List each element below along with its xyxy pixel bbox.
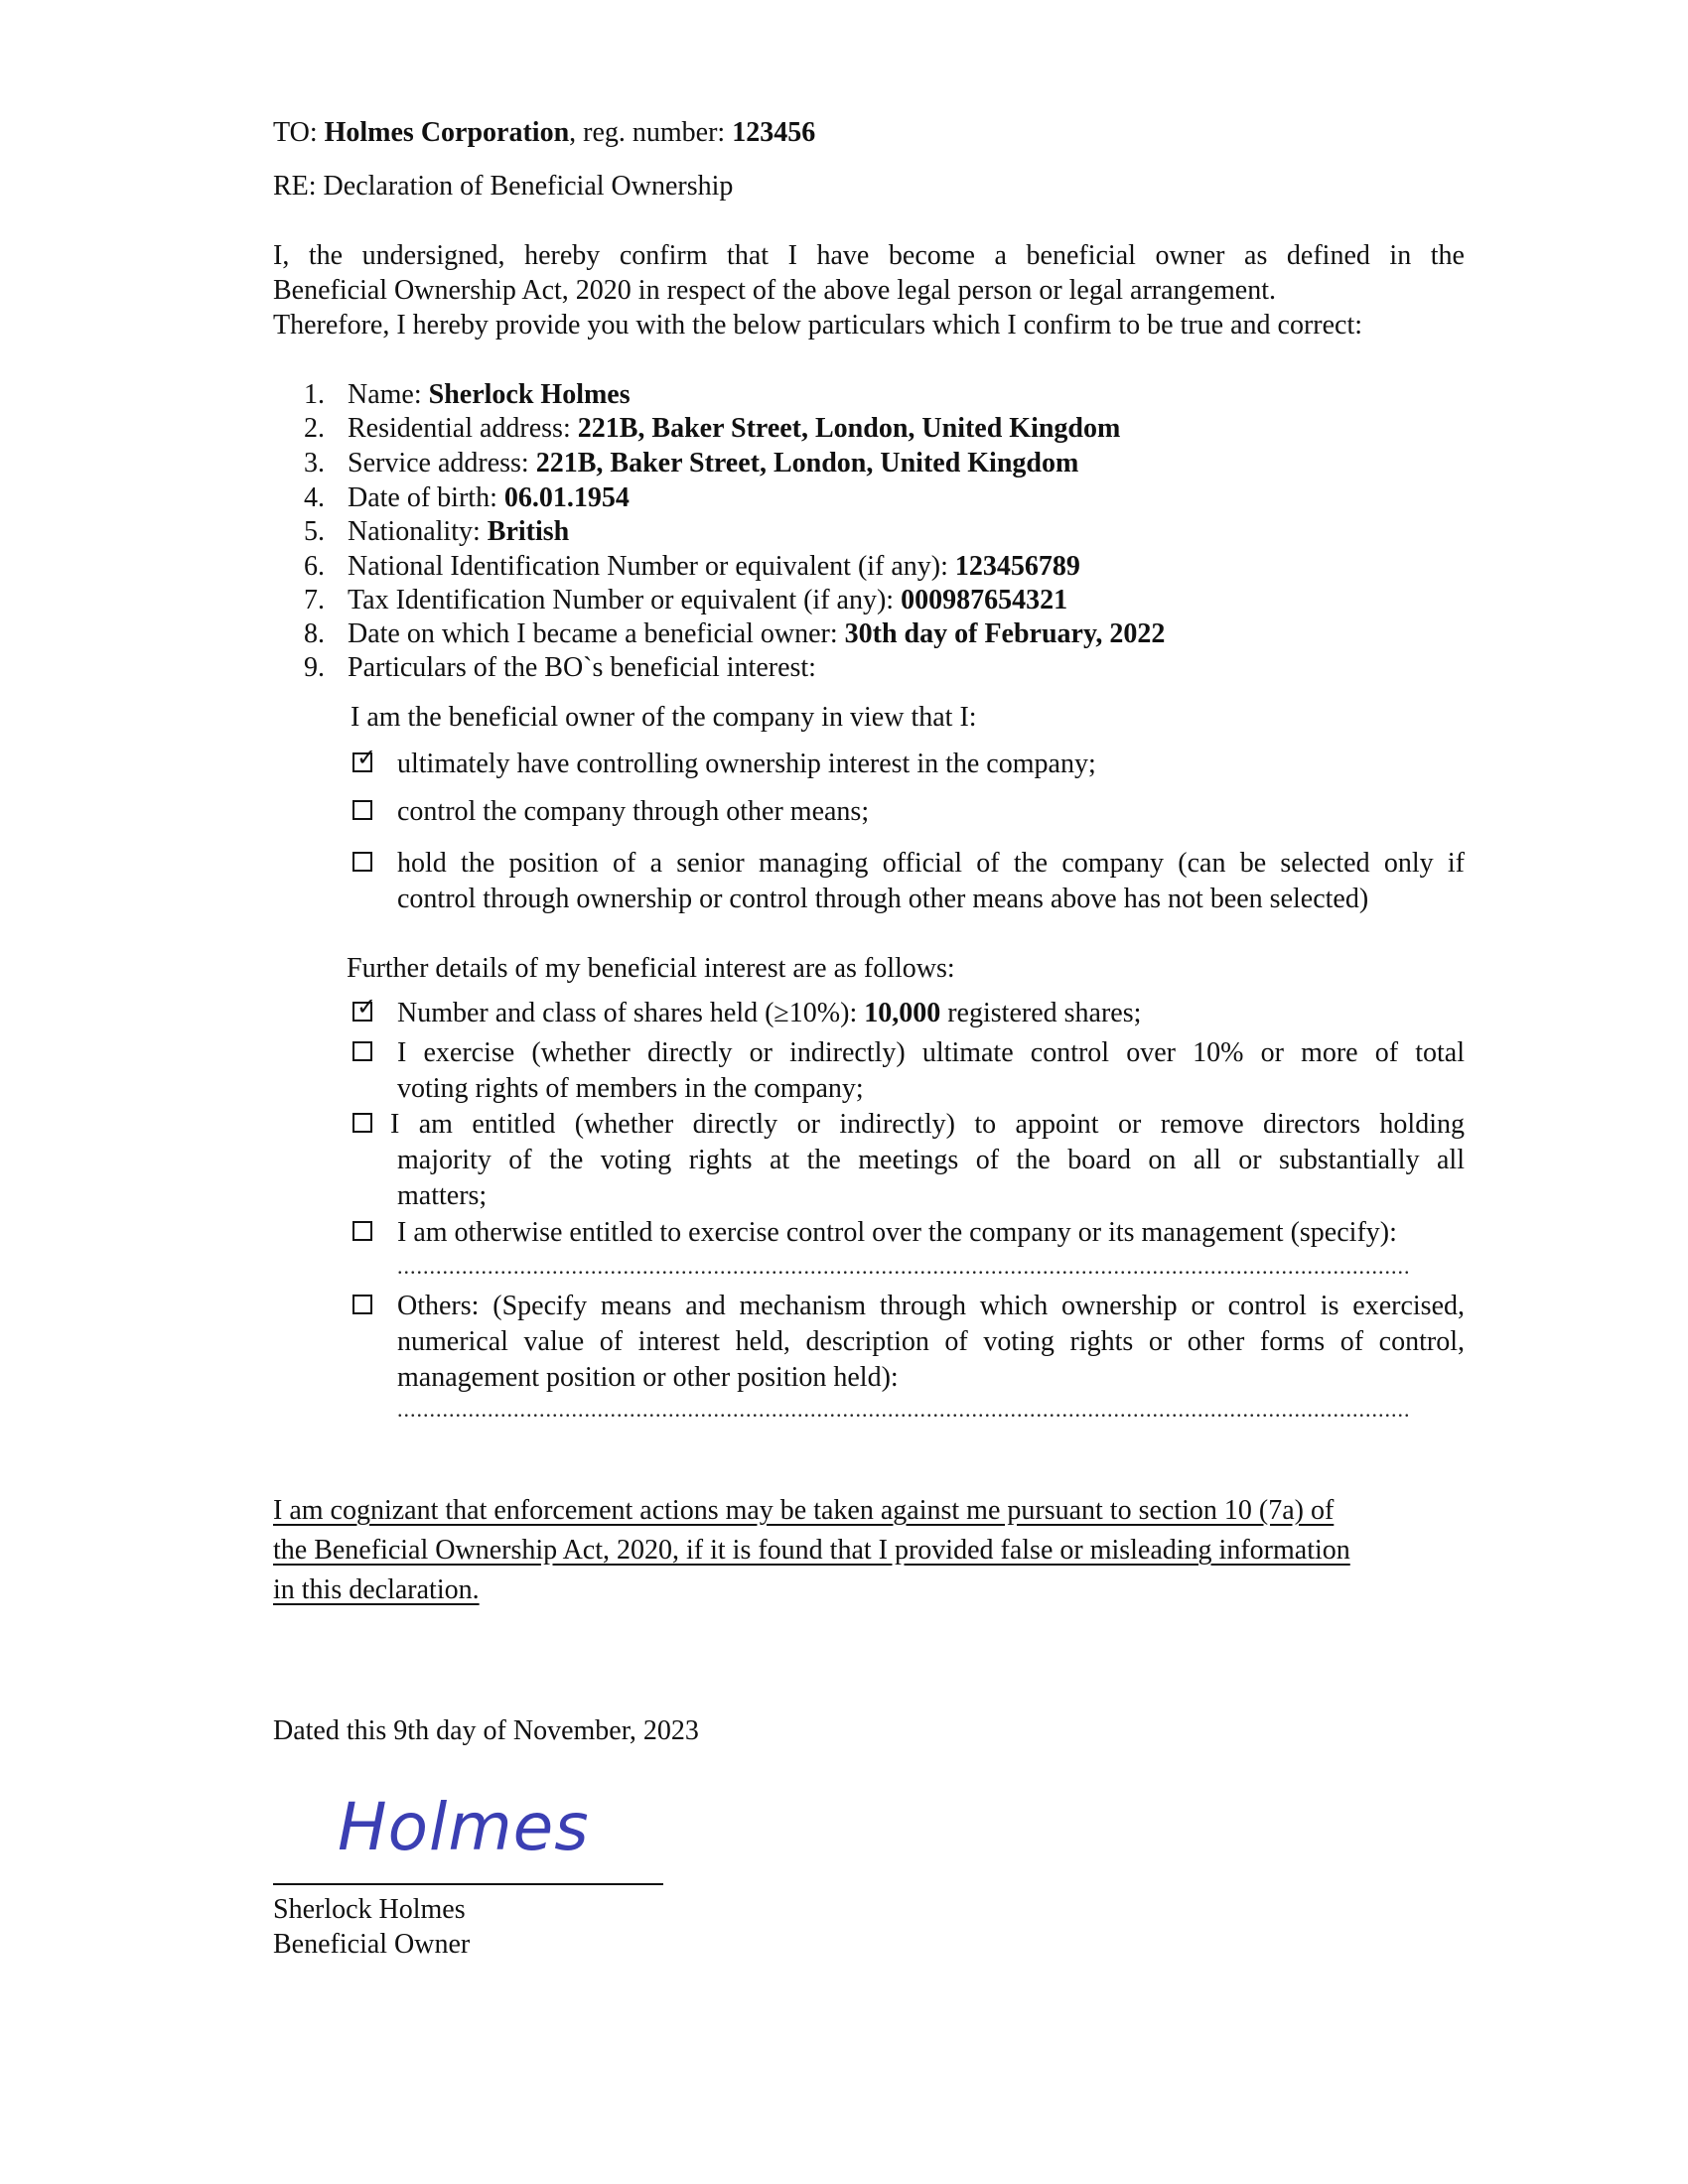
list-item: 5. Nationality: British — [304, 516, 570, 547]
further-intro: Further details of my beneficial interest are as follows: — [347, 953, 955, 984]
checkbox[interactable] — [352, 800, 372, 820]
list-item: 6. National Identification Number or equivalent (if any): 123456789 — [304, 551, 1080, 582]
re-line: RE: Declaration of Beneficial Ownership — [273, 171, 734, 202]
particulars-list — [273, 377, 1465, 695]
checkbox[interactable] — [352, 744, 377, 772]
declaration-page: TO: Holmes Corporation, reg. number: 123456 RE: Declaration of Beneficial Ownership I, the undersigned, hereby confirm that I have become a beneficial owner as defined in the Beneficial Ownership Act, 2020 in respect of the above legal person or legal arrangement. Therefore, I hereby provide you with the below particulars which I confirm to be true and correct: 1. Name: Sherlock Holmes 2. Residential address: 221B, Baker Street, London, United Kingdom 3. Service address: 221B, Baker Street, London, United Kingdom 4. Date of birth: 06.01.1954 5. Nationality: British 6. National Identification Number or equivalent (if any): 123456789 7. Tax Identification Number or equivalent (if any): 000987654321 8. Date on which I became a beneficial owner: 30th day of February, 2022 9. Particulars of the BO`s beneficial interest: I am the beneficial owner of the company in view that I: ✓ ultimately have controlling ownership interest in the company; control the company through other means; hold the position of a senior managing official of the company (can be selected only if control through ownership or control through other means above has not been selected) Further details of my beneficial interest are as follows: ✓ Number and class of shares held (≥10%): 10,000 registered shares; I exercise (whether directly or indirectly) ultimate control over 10% or more of total voting rights of members in the company; I am entitled (whether directly or indirectly) to appoint or remove directors holding majority of the voting rights at the meetings of the board on all or substantially all matters; I am otherwise entitled to exercise control over the company or its management (specify): ............................................................................................................................................................. Others: (Specify means and mechanism through which ownership or control is exercised, numerical value of interest held, description of voting rights or other forms of control, management position or other position held): ............................................................................................................................................................. I am cognizant that enforcement actions may be taken against me pursuant to section 10 (7a) of the Beneficial Ownership Act, 2020, if it is found that I provided false or misleading information in this declaration. Dated this 9th day of November, 2023 Holmes Sherlock Holmes Beneficial Owner — [273, 117, 1465, 1960]
checkbox[interactable] — [352, 1041, 372, 1061]
intro-line-2: Beneficial Ownership Act, 2020 in respect of the above legal person or legal arrangement. — [273, 275, 1276, 306]
signer-role: Beneficial Owner — [273, 1929, 471, 1960]
checkbox[interactable] — [352, 1295, 372, 1314]
list-item: 7. Tax Identification Number or equivalent (if any): 000987654321 — [304, 585, 1068, 615]
list-item: 4. Date of birth: 06.01.1954 — [304, 482, 630, 513]
list-item: 3. Service address: 221B, Baker Street, London, United Kingdom — [304, 448, 1079, 478]
checkbox[interactable] — [352, 1221, 372, 1241]
specify-field-1[interactable]: ............................................................................................................................................................. — [397, 1254, 1411, 1279]
ownership-intro: I am the beneficial owner of the company in view that I: — [351, 702, 977, 733]
intro-line-3: Therefore, I hereby provide you with the below particulars which I confirm to be true and correct: — [273, 310, 1363, 341]
to-line: TO: Holmes Corporation, reg. number: 123456 — [273, 117, 816, 148]
specify-field-2[interactable]: ............................................................................................................................................................. — [397, 1397, 1411, 1422]
list-item: 1. Name: Sherlock Holmes — [304, 379, 631, 410]
warning-paragraph: I am cognizant that enforcement actions may be taken against me pursuant to section 10 (7a) of the Beneficial Ownership Act, 2020, if it is found that I provided false or misleading information in this declaration. — [273, 1495, 1350, 1605]
checkbox[interactable] — [352, 852, 372, 872]
list-item: 2. Residential address: 221B, Baker Street, London, United Kingdom — [304, 413, 1121, 444]
checkmark-icon: ✓ — [356, 744, 377, 771]
signature: Holmes — [338, 1789, 590, 1865]
signature-line — [273, 1883, 663, 1885]
signer-name: Sherlock Holmes — [273, 1894, 466, 1925]
checkbox[interactable] — [352, 993, 377, 1022]
checkmark-icon: ✓ — [356, 993, 377, 1021]
checkbox[interactable] — [352, 1113, 372, 1133]
list-item: 8. Date on which I became a beneficial owner: 30th day of February, 2022 — [304, 618, 1166, 649]
list-item: 9. Particulars of the BO`s beneficial interest: — [304, 652, 816, 683]
intro-line-1: I, the undersigned, hereby confirm that I have become a beneficial owner as defined in the — [273, 240, 1465, 271]
reg-number: 123456 — [732, 117, 816, 148]
dated-line: Dated this 9th day of November, 2023 — [273, 1715, 699, 1746]
company-name: Holmes Corporation — [324, 117, 570, 148]
